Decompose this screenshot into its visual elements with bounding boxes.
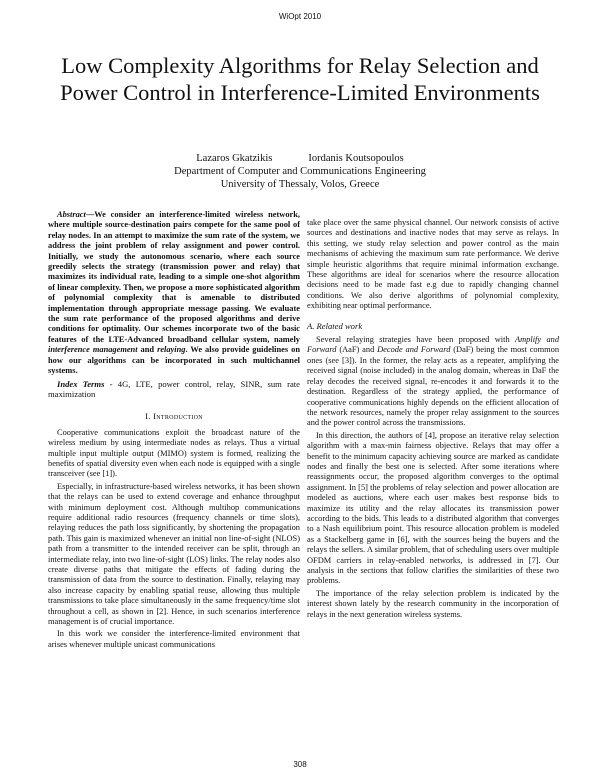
abstract [48, 210, 300, 377]
index-terms-label: Index Terms [57, 378, 105, 389]
emphasis-term: Decode and Forward [377, 345, 451, 355]
page-number: 308 [293, 760, 307, 769]
abstract-dash: — [85, 210, 95, 219]
body-paragraph: In this direction, the authors of [4], propose an iterative relay selection algorithm with a max-min fairness objective. Relays that may offer a benefit to the minimum capacity achieving source are marked as candidate nodes and finally the best one is selected. After some iterations where reassignments occur, the proposed algorithm converges to the optimal assignment. In [5] the problems of relay selection and power allocation are modeled as auctions, where each user makes best response bids to maximize its utility and the relay allocates its transmission power according to the bids. This leads to a distributed algorithm that converges to a Nash equilibrium point. This resource allocation problem is modeled as a Stackelberg game in [6], with the sources being the buyers and the relays the sellers. A similar problem, that of scheduling users over multiple OFDM carriers in relay-enabled networks, is addressed in [7]. Our analysis in the sections that follow clarifies the similarities of these two problems. [307, 430, 559, 586]
body-paragraph [307, 335, 559, 429]
index-terms-text: - 4G, LTE, power control, relay, SINR, sum rate maximization [48, 378, 300, 399]
paper-title: Low Complexity Algorithms for Relay Selection and Power Control in Interference-Limited Environments [60, 53, 540, 105]
body-paragraph: In this work we consider the interference-limited environment that arises whenever multiple unicast communications [48, 629, 300, 649]
abstract-text: and [137, 345, 158, 355]
abstract-text: . We also provide guidelines on how our algorithms can be incorporated in such multichannel systems. [48, 345, 300, 376]
body-paragraph: take place over the same physical channel. Our network consists of active sources and destinations and inactive nodes that may serve as relays. In this setting, we study relay selection and power control as the main mechanisms of achieving the maximum sum rate performance. We derive simple heuristic algorithms that require minimal information exchange. These algorithms are ideal for scenarios where the resource allocation decisions need to be made fast e.g due to rapidly changing channel conditions. We also derive algorithms of polynomial complexity, exhibiting near optimal performance. [307, 218, 559, 311]
paragraph-text: Several relaying strategies have been proposed with [316, 335, 516, 345]
abstract-emphasis: relaying [157, 345, 186, 355]
author-block [0, 152, 600, 191]
subsection-heading: A. Related work [307, 320, 363, 331]
affiliation-department: Department of Computer and Communications Engineering [174, 166, 426, 177]
paragraph-text: (DaF) being the most common ones (see [3]). In the former, the relay acts as a repeater, amplifying the received signal (noise included) in the analog domain, whereas in DaF the relay decodes the received signal, re-encodes it and forwards it to the destination. Regardless of the strategy applied, the performance of cooperative communications highly depends on the efficient allocation of the network resources, namely the proper relay assignment to the sources and the power control across the transmissions. [307, 345, 560, 428]
author-names [0, 152, 600, 165]
affiliation-university: University of Thessaly, Volos, Greece [220, 179, 380, 190]
abstract-label: Abstract [57, 210, 86, 219]
body-paragraph: The importance of the relay selection problem is indicated by the interest shown lately by the research community in the incorporation of relays in the next generation wireless systems. [307, 588, 559, 619]
index-terms [48, 379, 300, 400]
abstract-emphasis: interference management [48, 345, 138, 355]
conference-header: WiOpt 2010 [278, 12, 322, 21]
author-name: Lazaros Gkatzikis [196, 153, 273, 164]
left-column [48, 210, 300, 652]
emphasis-term: Amplify and Forward [307, 335, 560, 355]
body-paragraph: Especially, in infrastructure-based wireless networks, it has been shown that the relays can be used to extend coverage and enhance throughput with minimum deployment cost. Although multihop communications require additional radio resources (frequency channels or time slots), relaying reduces the path loss significantly, by shortening the propagation path. This gain is maximized whenever an initial non line-of-sight (NLOS) path from a transmitter to the intended receiver can be split, through an intermediate relay, into two line-of-sight (LOS) links. The relay nodes also create diverse paths that mitigate the effects of fading during the transmission of data from the source to destination. Finally, relaying may also increase capacity by enabling spatial reuse, allowing thus multiple transmissions to take place simultaneously in the same frequency/time slot throughout a cell, as shown in [2]. Hence, in such scenarios interference management is of crucial importance. [48, 481, 300, 627]
body-paragraph: Cooperative communications exploit the broadcast nature of the wireless medium by using intermediate nodes as relays. Thus a virtual multiple input multiple output (MIMO) system is formed, realizing the benefits of spatial diversity even when each node is equipped with a single transceiver (see [1]). [48, 427, 300, 479]
author-name: Iordanis Koutsopoulos [308, 153, 404, 164]
section-heading: I. Introduction [145, 411, 203, 422]
abstract-text: We consider an interference-limited wireless network, where multiple source-destination pairs compete for the same pool of relay nodes. In an attempt to maximize the sum rate of the system, we address the joint problem of relay assignment and power control. Initially, we study the autonomous scenario, where each source greedily selects the strategy (transmission power and relay) that maximizes its individual rate, leading to a simple one-shot algorithm of linear complexity. Then, we propose a more sophisticated algorithm of polynomial complexity that is amenable to distributed implementation through appropriate message passing. We evaluate the sum rate performance of the proposed algorithms and derive conditions for optimality. Our schemes incorporate two of the basic features of the LTE-Advanced broadband cellular system, namely [48, 210, 300, 344]
right-column [307, 218, 559, 622]
paragraph-text: (AaF) and [336, 345, 378, 355]
